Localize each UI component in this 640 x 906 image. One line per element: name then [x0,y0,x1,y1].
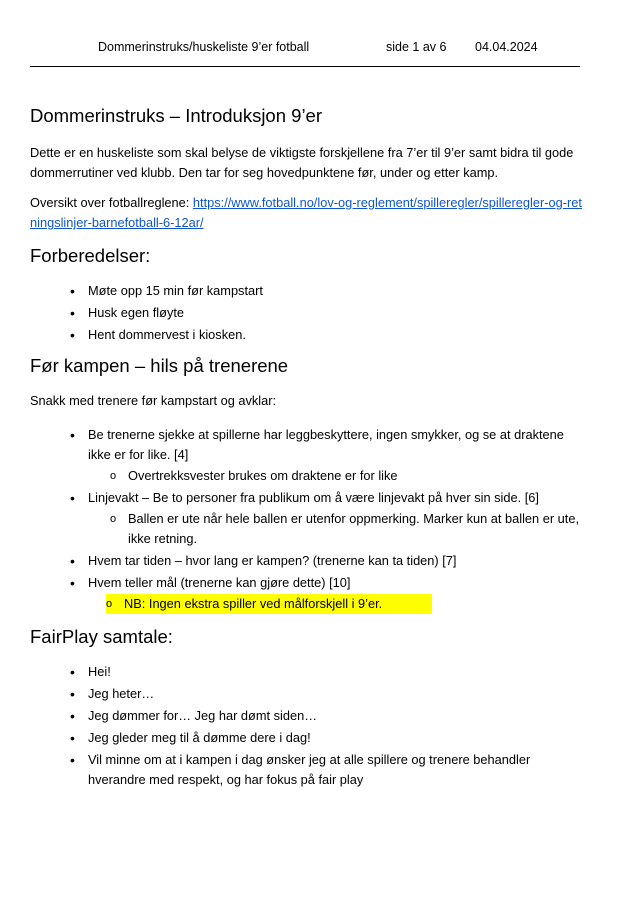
list-item: • Jeg gleder meg til å dømme dere i dag! [70,728,585,748]
fairplay-heading: FairPlay samtale: [30,626,173,647]
list-item-text: Hvem tar tiden – hvor lang er kampen? (trenerne kan ta tiden) [7] [88,553,457,568]
fairplay-list [70,662,585,790]
list-item [70,488,585,549]
prep-list [70,281,585,345]
list-item: • Jeg dømmer for… Jeg har dømt siden… [70,706,585,726]
before-heading: Før kampen – hils på trenerene [30,355,289,376]
page-header [0,38,640,56]
intro-heading: Dommerinstruks – Introduksjon 9’er [30,105,322,126]
sub-list-item: o Ballen er ute når hele ballen er utenfor oppmerking. Marker kun at ballen er ute, ikke retning. [110,509,585,549]
header-page-number: side 1 av 6 [386,40,447,54]
highlighted-sub-list-item: o NB: Ingen ekstra spiller ved målforskjell i 9’er. [106,594,432,614]
header-date: 04.04.2024 [475,40,538,54]
before-lead: Snakk med trenere før kampstart og avklar: [30,393,277,408]
rules-link[interactable]: https://www.fotball.no/lov-og-reglement/spilleregler/spilleregler-og-retningslinjer-barnefotball-6-12ar/ [30,195,582,230]
list-item [70,551,585,571]
overview-label: Oversikt over fotballreglene: [30,195,193,210]
list-item-text: Hvem teller mål (trenerne kan gjøre dette) [10] [88,575,351,590]
intro-paragraph: Dette er en huskeliste som skal belyse de viktigste forskjellene fra 7’er til 9’er samt bidra til gode dommerrutiner ved klubb. Den tar for seg hovedpunktene før, under og etter kamp. [30,145,574,180]
sub-list [110,509,585,549]
before-list [70,425,585,614]
list-item: • Husk egen fløyte [70,303,585,323]
list-item [70,425,585,486]
sub-list [110,594,585,614]
sub-list [110,466,585,486]
list-item: • Møte opp 15 min før kampstart [70,281,585,301]
document-body [30,103,585,796]
list-item: • Hei! [70,662,585,682]
list-item: • Jeg heter… [70,684,585,704]
header-title: Dommerinstruks/huskeliste 9’er fotball [98,40,310,54]
list-item-text: Be trenerne sjekke at spillerne har leggbeskyttere, ingen smykker, og se at draktene ikke er for like. [4] [88,427,564,462]
list-item [70,573,585,614]
list-item-text: Linjevakt – Be to personer fra publikum om å være linjevakt på hver sin side. [6] [88,490,539,505]
list-item: • Hent dommervest i kiosken. [70,325,585,345]
overview-paragraph [30,193,585,233]
sub-list-item: o Overtrekksvester brukes om draktene er for like [110,466,585,486]
prep-heading: Forberedelser: [30,245,151,266]
list-item: • Vil minne om at i kampen i dag ønsker jeg at alle spillere og trenere behandler hverandre med respekt, og har fokus på fair play [70,750,585,790]
header-divider [30,66,580,67]
